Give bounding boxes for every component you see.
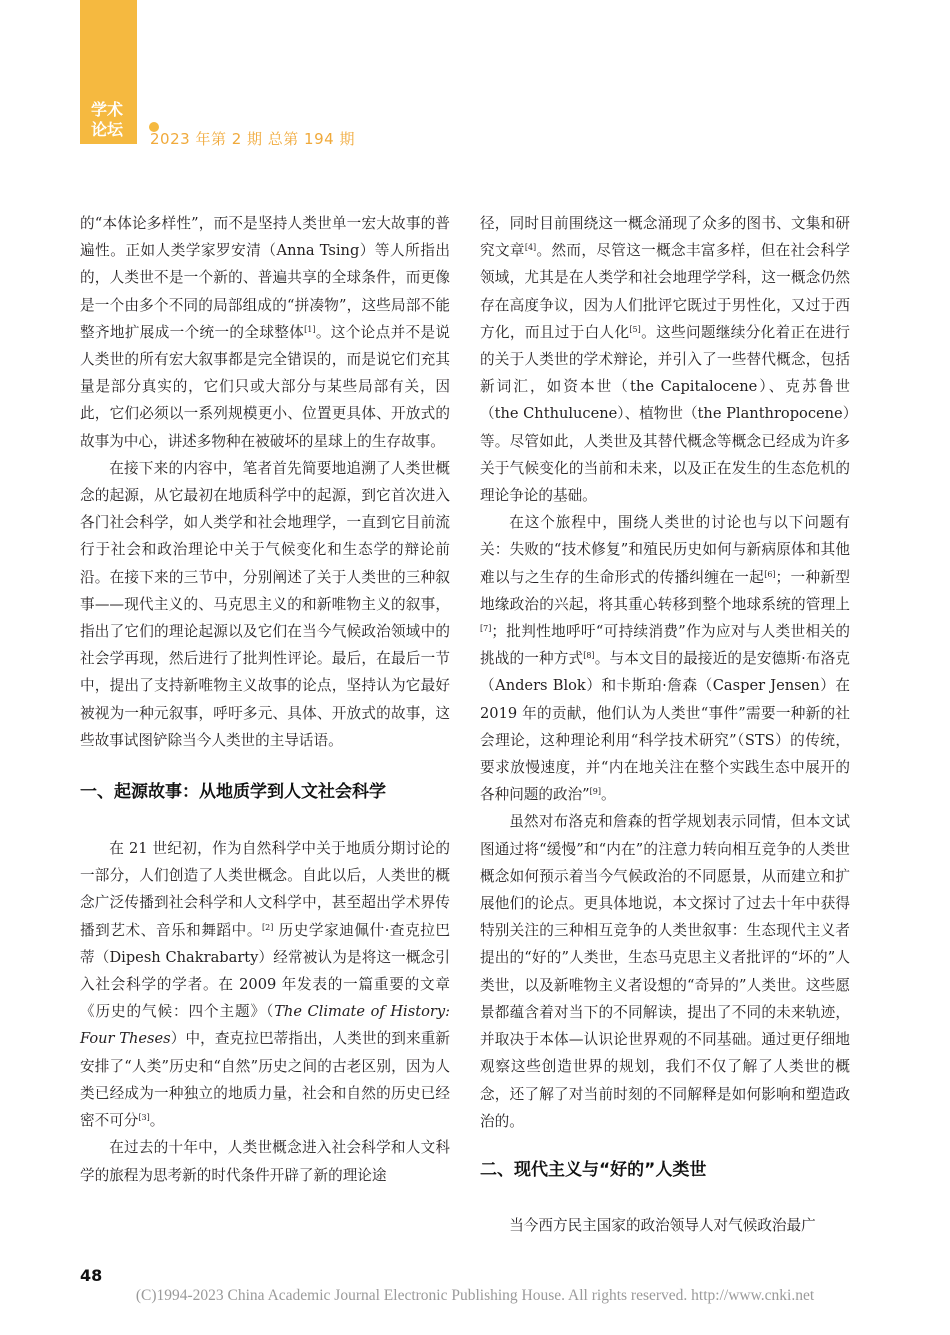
copyright-footer: (C)1994-2023 China Academic Journal Electronic Publishing House. All rights reserved. http://www.cnki.net bbox=[135, 1287, 815, 1304]
section-heading: 一、起源故事：从地质学到人文社会科学 bbox=[80, 782, 386, 803]
page-number: 48 bbox=[80, 1266, 103, 1285]
issue-info: 2023 年第 2 期 总第 194 期 bbox=[150, 130, 355, 148]
section-tag-line1: 学术 bbox=[91, 100, 124, 119]
section-heading: 二、现代主义与“好的”人类世 bbox=[480, 1159, 707, 1180]
section-tab bbox=[80, 0, 137, 144]
italic-title: The Climate of History: Four Theses bbox=[80, 1003, 451, 1048]
paragraph: 在接下来的内容中，笔者首先简要地追溯了人类世概念的起源，从它最初在地质科学中的起源，到它首次进入各门社会科学，如人类学和社会地理学，一直到它目前流行于社会和政治理论中关于气候变化和生态学的辩论前沿。在接下来的三节中，分别阐述了关于人类世的三种叙事——现代主义的、马克思主义的和新唯物主义的叙事，指出了它们的理论起源以及它们在当今气候政治领域中的社会学再现，然后进行了批判性评论。最后，在最后一节中，提出了支持新唯物主义故事的论点，坚持认为它最好被视为一种元叙事，呼吁多元、具体、开放式的故事，这些故事试图铲除当今人类世的主导话语。 bbox=[80, 459, 450, 749]
citation: [2] bbox=[261, 922, 274, 932]
citation: [1] bbox=[304, 324, 316, 334]
citation: [5] bbox=[629, 324, 641, 334]
paragraph: 的“本体论多样性”，而不是坚持人类世单一宏大故事的普遍性。正如人类学家罗安清（Anna Tsing）等人所指出的，人类世不是一个新的、普遍共享的全球条件，而更像是一个由多个不同的局部组成的“拼凑物”，这些局部不能整齐地扩展成一个统一的全球整体[1]。这个论点并不是说人类世的所有宏大叙事都是完全错误的，而是说它们充其量是部分真实的，它们只或大部分与某些局部有关，因此，它们必须以一系列规模更小、位置更具体、开放式的故事为中心，讲述多物种在被破坏的星球上的生存故事。 bbox=[80, 215, 450, 450]
citation: [4] bbox=[524, 243, 537, 253]
right-column bbox=[480, 210, 850, 1239]
citation: [3] bbox=[138, 1113, 150, 1123]
paragraph: 径，同时目前围绕这一概念涌现了众多的图书、文集和研究文章[4]。然而，尽管这一概念丰富多样，但在社会科学领域，尤其是在人类学和社会地理学学科，这一概念仍然存在高度争议，因为人们批评它既过于男性化，又过于西方化，而且过于白人化[5]。这些问题继续分化着正在进行的关于人类世的学术辩论，并引入了一些替代概念，包括新词汇，如资本世（the Capitalocene）、克苏鲁世（the Chthulucene）、植物世（the Planthropocene）等。尽管如此，人类世及其替代概念等概念已经成为许多关于气候变化的当前和未来，以及正在发生的生态危机的理论争论的基础。 bbox=[480, 215, 850, 505]
paragraph: 当今西方民主国家的政治领导人对气候政治最广 bbox=[509, 1216, 816, 1234]
citation: [9] bbox=[589, 787, 601, 797]
citation: [8] bbox=[583, 651, 595, 661]
paragraph: 在 21 世纪初，作为自然科学中关于地质分期讨论的一部分，人们创造了人类世概念。自此以后，人类世的概念广泛传播到社会科学和人文科学中，甚至超出学术界传播到艺术、音乐和舞蹈中。[2] 历史学家迪佩什·查克拉巴蒂（Dipesh Chakrabarty）经常被认为是将这一概念引入社会科学的学者。在 2009 年发表的一篇重要的文章《历史的气候：四个主题》（The Climate of History: Four Theses）中，查克拉巴蒂指出，人类世的到来重新安排了“人类”历史和“自然”历史之间的古老区别，因为人类已经成为一种独立的地质力量，社会和自然的历史已经密不可分[3]。 bbox=[80, 840, 451, 1130]
citation: [7] bbox=[480, 624, 492, 634]
left-column bbox=[80, 210, 450, 1189]
paragraph: 在这个旅程中，围绕人类世的讨论也与以下问题有关：失败的“技术修复”和殖民历史如何与新病原体和其他难以与之生存的生命形式的传播纠缠在一起[6]；一种新型地缘政治的兴起，将其重心转移到整个地球系统的管理上[7]；批判性地呼吁“可持续消费”作为应对与人类世相关的挑战的一种方式[8]。与本文目的最接近的是安德斯·布洛克（Anders Blok）和卡斯珀·詹森（Casper Jensen）在 2019 年的贡献，他们认为人类世“事件”需要一种新的社会理论，这种理论利用“科学技术研究”（STS）的传统，要求放慢速度，并“内在地关注在整个实践生态中展开的各种问题的政治”[9]。 bbox=[480, 514, 850, 804]
paragraph: 虽然对布洛克和詹森的哲学规划表示同情，但本文试图通过将“缓慢”和“内在”的注意力转向相互竞争的人类世概念如何预示着当今气候政治的不同愿景，从而建立和扩展他们的论点。更具体地说，本文探讨了过去十年中获得特别关注的三种相互竞争的人类世叙事：生态现代主义者提出的“好的”人类世，生态马克思主义者批评的“坏的”人类世，以及新唯物主义者设想的“奇异的”人类世。这些愿景都蕴含着对当下的不同解读，提出了不同的未来轨迹，并取决于本体—认识论世界观的不同基础。通过更仔细地观察这些创造世界的规划，我们不仅了解了人类世的概念，还了解了对当前时刻的不同解释是如何影响和塑造政治的。 bbox=[480, 813, 850, 1130]
paragraph: 在过去的十年中，人类世概念进入社会科学和人文科学的旅程为思考新的时代条件开辟了新的理论途 bbox=[80, 1139, 450, 1184]
section-tag-line2: 论坛 bbox=[91, 120, 124, 139]
citation: [6] bbox=[764, 569, 776, 579]
